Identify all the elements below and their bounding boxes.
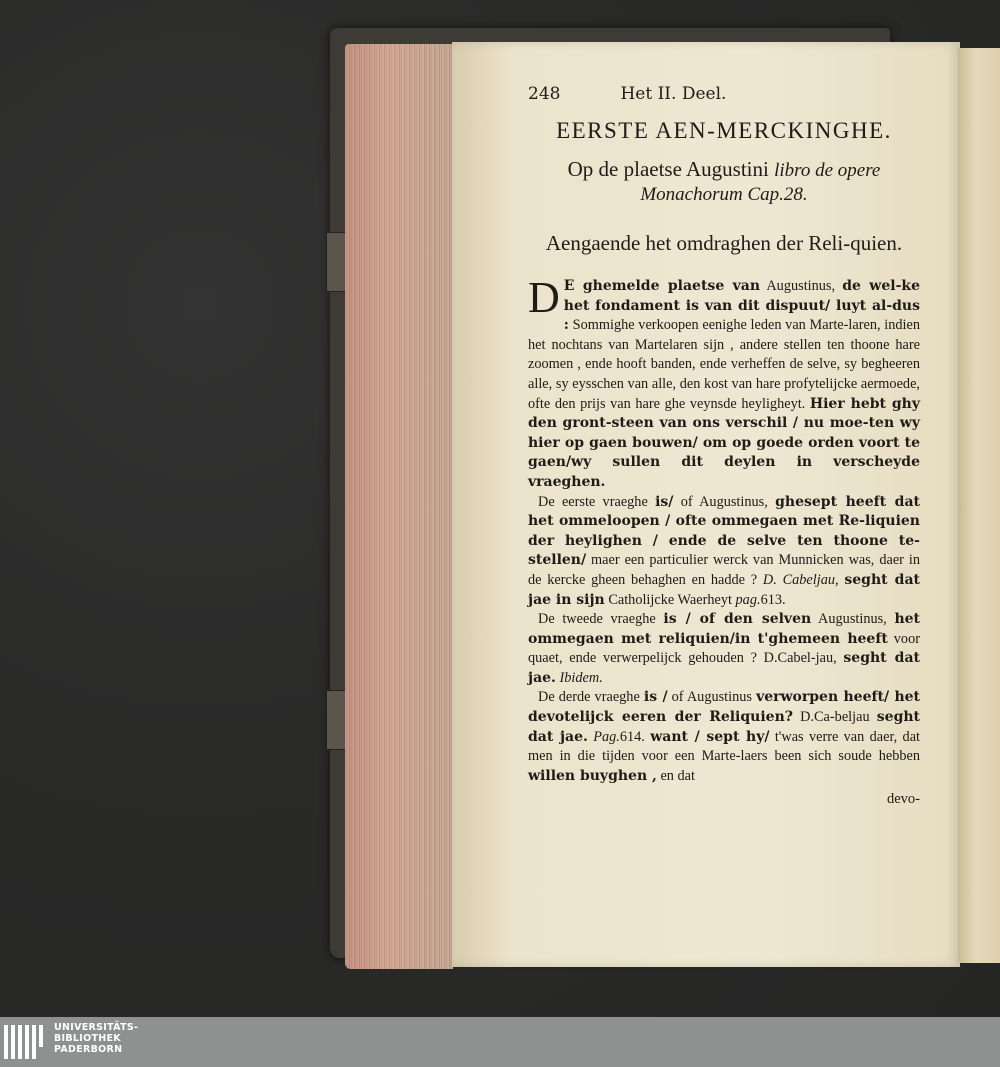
facing-page-edge	[958, 48, 1000, 963]
running-header	[528, 84, 920, 104]
subtitle-reference: Op de plaetse Augustini libro de opere Monachorum Cap.28.	[567, 157, 881, 205]
page-text	[528, 84, 920, 810]
library-logo-bar	[0, 1017, 1000, 1067]
running-head-title: Het II. Deel.	[620, 84, 727, 104]
paragraph-4: De derde vraeghe is / of Augustinus verworpen heeft/ het devotelijck eeren der Reliquien? D.Ca-beljau seght dat jae. Pag.614. want / sept hy/ t'was verre van daer, dat men in die tijden voor een Marte-laers been sich soude hebben willen buyghen , en dat	[528, 689, 921, 784]
chapter-title: EERSTE AEN-MERCKINGHE.	[556, 118, 892, 143]
section-heading: Aengaende het omdraghen der Reli-quien.	[545, 231, 903, 255]
page-number: 248	[528, 84, 561, 104]
body-text	[528, 273, 921, 810]
library-logo-text: UNIVERSITÄTS- BIBLIOTHEK PADERBORN	[54, 1022, 139, 1055]
drop-cap: D	[528, 273, 560, 322]
catchword: devo-	[886, 791, 920, 808]
page-edges	[345, 44, 453, 969]
paragraph-2: De eerste vraeghe is/ of Augustinus, ghesept heeft dat het ommeloopen / ofte ommegaen met Re-liquien der heylighen / ende de selve ten thoone te-stellen/ maer een particulier werck van Munnicken was, daer in de kercke gheen behaghen en hadde ? D. Cabeljau, seght dat jae in sijn Catholijcke Waerheyt pag.613.	[528, 493, 920, 608]
paragraph-1: D E ghemelde plaetse van Augustinus, de wel-ke het fondament is van dit dispuut/ luyt al-dus : Sommighe verkoopen eenighe leden van Marte-laren, indien het nochtans van Martelaren sijn , andere stellen ten thoone hare zoomen , ende hooft banden, ende verheffen de selve, sy begheeren alle, sy eysschen van alle, den kost van hare profytelijcke aermoede, ofte den prijs van hare ghe veynsde heyligheyt. Hier hebt ghy den gront-steen van ons verschil / nu moe-ten wy hier op gaen bouwen/ om op goede orden voort te gaen/wy sullen dit deylen in verscheyde vraeghen.	[528, 273, 921, 490]
paragraph-3: De tweede vraeghe is / of den selven Augustinus, het ommegaen met reliquien/in t'ghemeen heeft voor quaet, ende verwerpelijck gehouden ? D.Cabel-jau, seght dat jae. Ibidem.	[528, 611, 920, 686]
